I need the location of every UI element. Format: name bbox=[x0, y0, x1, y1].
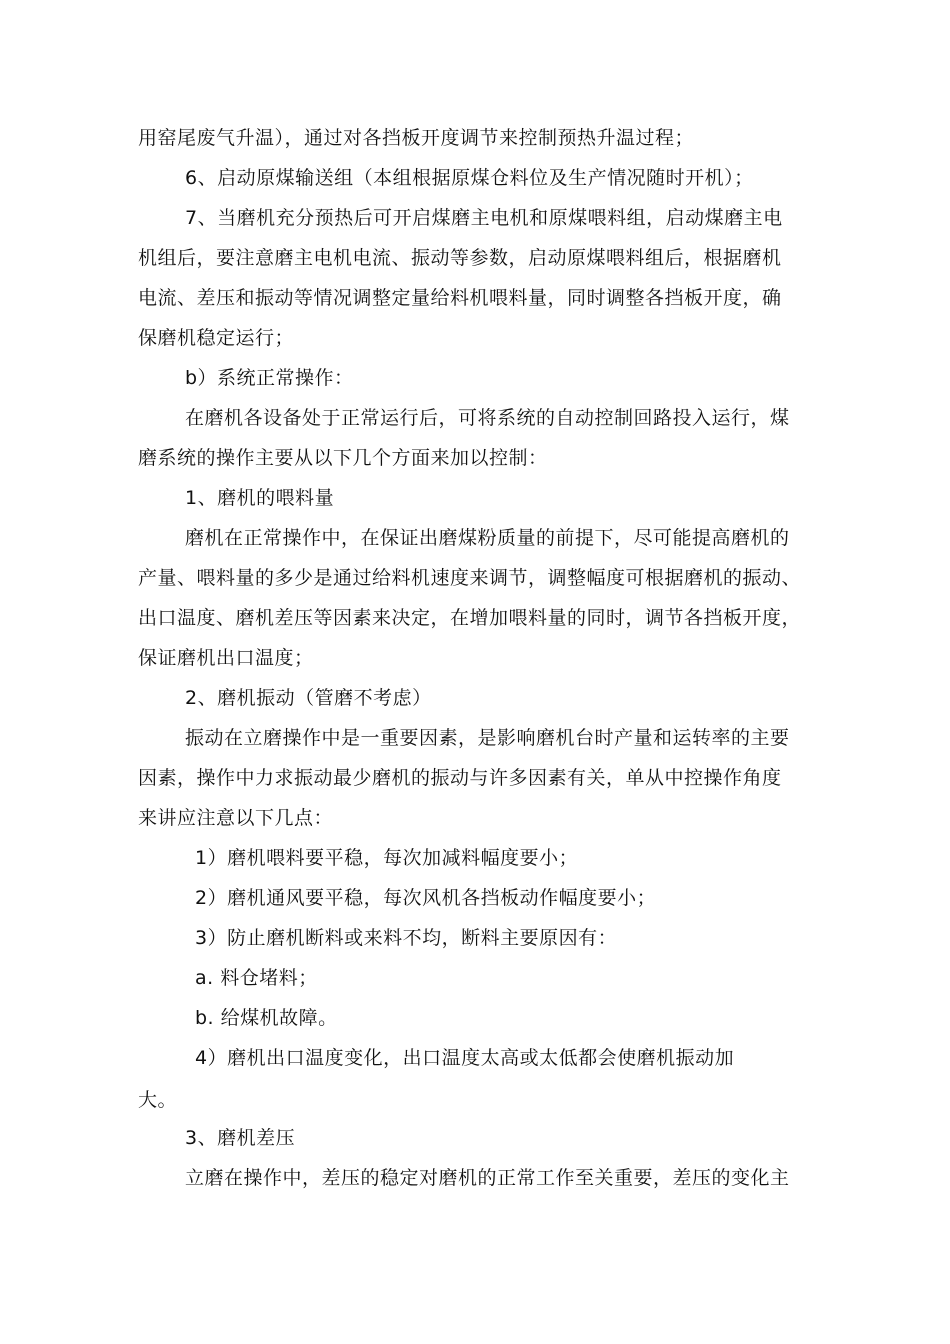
text-line: 来讲应注意以下几点： bbox=[138, 807, 334, 829]
text-line: 7、当磨机充分预热后可开启煤磨主电机和原煤喂料组，启动煤磨主电 bbox=[185, 207, 783, 229]
section-heading: b）系统正常操作： bbox=[185, 367, 354, 389]
section-heading: 1、磨机的喂料量 bbox=[185, 487, 335, 509]
text-line: 在磨机各设备处于正常运行后，可将系统的自动控制回路投入运行，煤 bbox=[185, 407, 790, 429]
text-line: 电流、差压和振动等情况调整定量给料机喂料量，同时调整各挡板开度，确 bbox=[138, 287, 782, 309]
list-item: a. 料仓堵料； bbox=[195, 967, 318, 989]
section-heading: 3、磨机差压 bbox=[185, 1127, 296, 1149]
list-item: b. 给煤机故障。 bbox=[195, 1007, 338, 1029]
list-item: 2）磨机通风要平稳，每次风机各挡板动作幅度要小； bbox=[195, 887, 657, 909]
text-line: 保证磨机出口温度； bbox=[138, 647, 314, 669]
text-line: 因素，操作中力求振动最少磨机的振动与许多因素有关，单从中控操作角度 bbox=[138, 767, 782, 789]
text-line: 6、启动原煤输送组（本组根据原煤仓料位及生产情况随时开机）； bbox=[185, 167, 754, 189]
text-line: 机组后，要注意磨主电机电流、振动等参数，启动原煤喂料组后，根据磨机 bbox=[138, 247, 782, 269]
text-line: 振动在立磨操作中是一重要因素，是影响磨机台时产量和运转率的主要 bbox=[185, 727, 790, 749]
text-line: 磨系统的操作主要从以下几个方面来加以控制： bbox=[138, 447, 548, 469]
text-line: 保磨机稳定运行； bbox=[138, 327, 295, 349]
list-item: 3）防止磨机断料或来料不均，断料主要原因有： bbox=[195, 927, 618, 949]
text-line: 出口温度、磨机差压等因素来决定，在增加喂料量的同时，调节各挡板开度， bbox=[138, 607, 802, 629]
text-line: 立磨在操作中，差压的稳定对磨机的正常工作至关重要，差压的变化主 bbox=[185, 1167, 790, 1189]
list-item: 4）磨机出口温度变化，出口温度太高或太低都会使磨机振动加 bbox=[195, 1047, 735, 1069]
section-heading: 2、磨机振动（管磨不考虑） bbox=[185, 687, 432, 709]
list-item: 1）磨机喂料要平稳，每次加减料幅度要小； bbox=[195, 847, 579, 869]
text-line: 用窑尾废气升温），通过对各挡板开度调节来控制预热升温过程； bbox=[138, 127, 695, 149]
text-line: 磨机在正常操作中，在保证出磨煤粉质量的前提下，尽可能提高磨机的 bbox=[185, 527, 790, 549]
text-line: 大。 bbox=[138, 1089, 178, 1111]
text-line: 产量、喂料量的多少是通过给料机速度来调节，调整幅度可根据磨机的振动、 bbox=[138, 567, 802, 589]
